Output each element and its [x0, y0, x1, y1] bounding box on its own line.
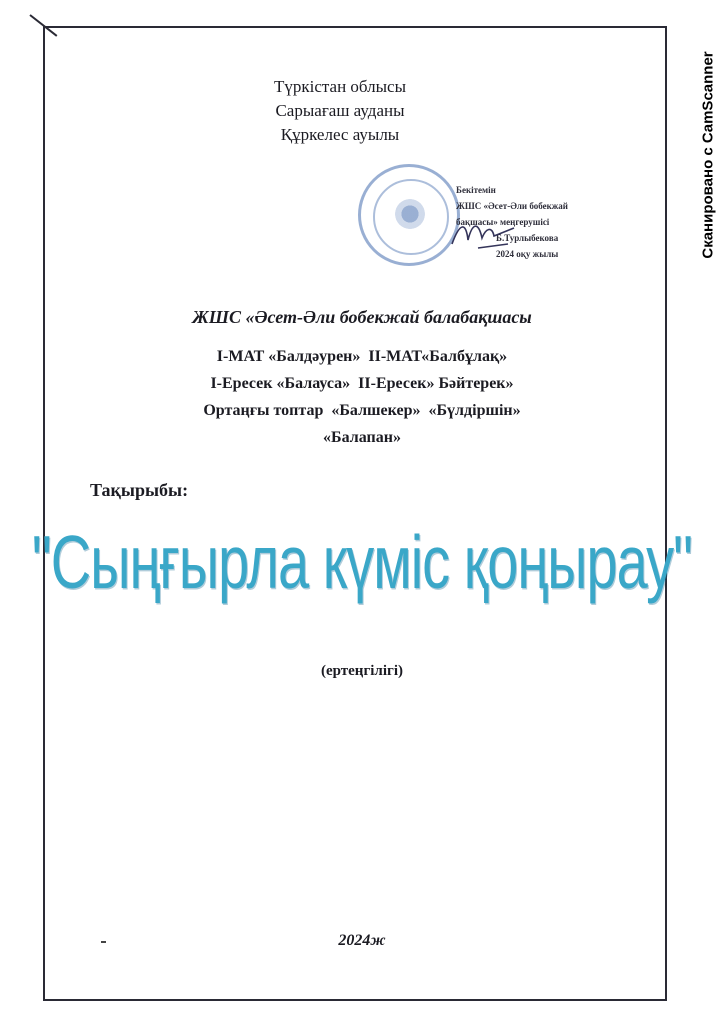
address-region: Түркістан облысы: [273, 77, 407, 96]
approval-line: Б.Турлыбекова: [496, 233, 559, 243]
official-seal: [358, 164, 460, 266]
scanner-watermark: [696, 20, 720, 290]
scanner-label: Сканировано с CamScanner: [699, 51, 717, 259]
approval-line: Бекітемін: [456, 185, 496, 195]
approval-line: ЖШС «Әсет-Әли бобекжай: [456, 201, 568, 211]
event-subtitle: (ертеңгілігі): [320, 663, 403, 679]
approval-block: [348, 160, 608, 278]
groups-line: «Балапан»: [323, 429, 401, 446]
groups-line: Ортаңғы топтар «Балшекер» «Бүлдіршін»: [203, 402, 521, 419]
approval-line: 2024 оқу жылы: [496, 249, 559, 259]
approval-line: бақшасы» меңгерушісі: [456, 217, 550, 227]
event-title: "Сыңғырла күміс қоңырау": [31, 519, 693, 605]
seal-emblem-icon: [395, 199, 425, 229]
address-village: Құркелес ауылы: [280, 125, 400, 144]
groups-line: І-Ересек «Балауса» ІІ-Ересек» Бәйтерек»: [210, 375, 514, 392]
handwritten-signature: [448, 214, 518, 254]
topic-label: Тақырыбы:: [90, 480, 189, 500]
groups-line: І-МАТ «Балдәурен» ІІ-МАТ«Балбұлақ»: [216, 348, 508, 365]
address-district: Сарыағаш ауданы: [275, 101, 405, 120]
kindergarten-name: ЖШС «Әсет-Әли бобекжай балабақшасы: [192, 307, 532, 327]
year: 2024ж: [338, 932, 386, 949]
